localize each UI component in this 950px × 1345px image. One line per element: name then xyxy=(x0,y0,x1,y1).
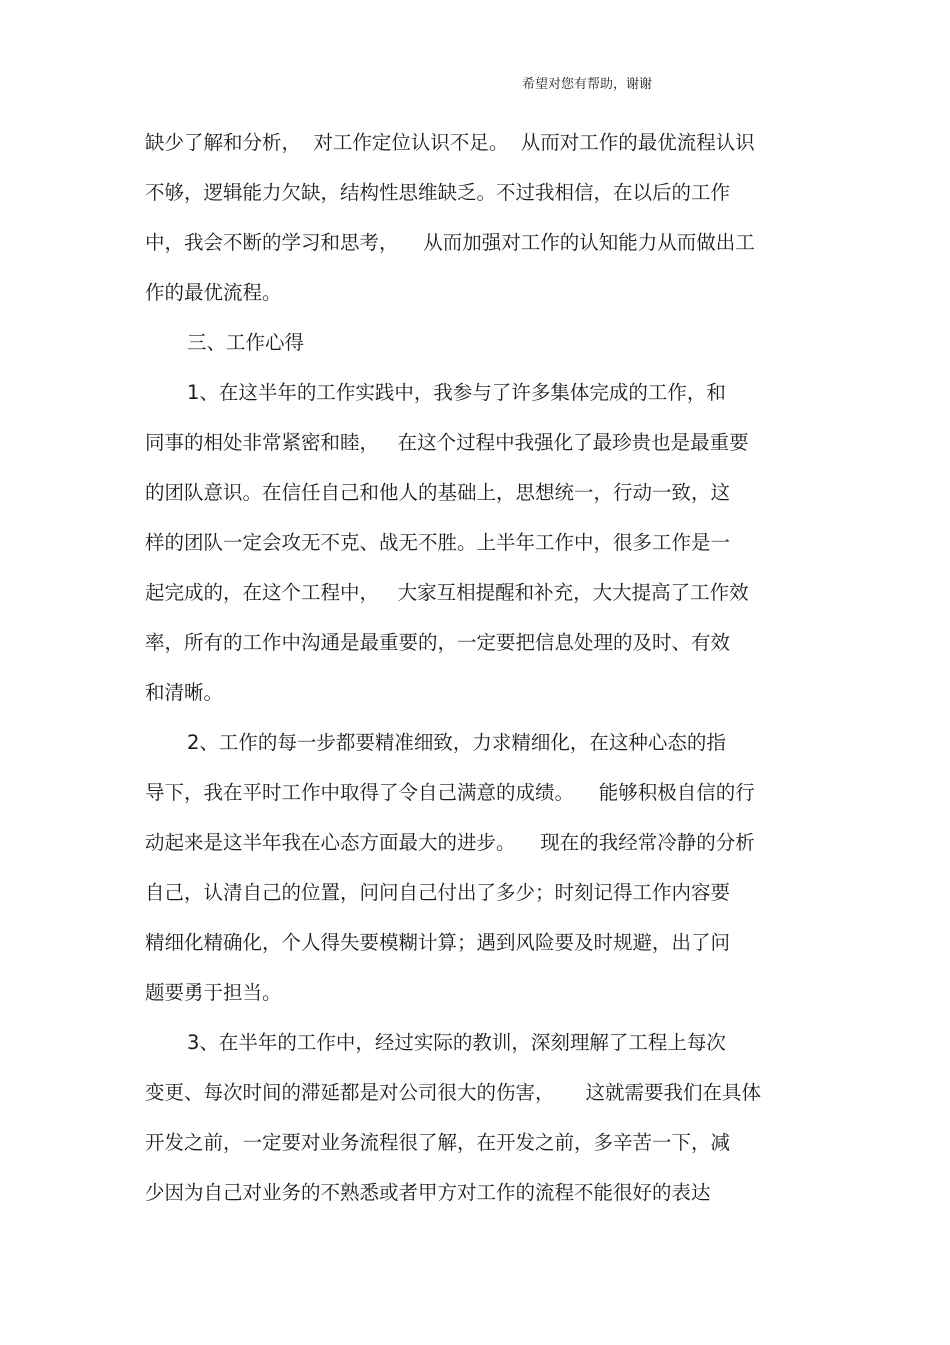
body-line: 题要勇于担当。 xyxy=(145,981,282,1004)
body-line: 的团队意识。在信任自己和他人的基础上，思想统一，行动一致，这 xyxy=(145,481,731,504)
body-line: 动起来是这半年我在心态方面最大的进步。 现在的我经常冷静的分析 xyxy=(145,831,755,854)
body-line: 作的最优流程。 xyxy=(145,281,282,304)
body-line: 变更、每次时间的滞延都是对公司很大的伤害， 这就需要我们在具体 xyxy=(145,1081,761,1104)
body-line: 率，所有的工作中沟通是最重要的，一定要把信息处理的及时、有效 xyxy=(145,631,731,654)
body-line: 开发之前，一定要对业务流程很了解，在开发之前，多辛苦一下，减 xyxy=(145,1131,731,1154)
body-line: 导下，我在平时工作中取得了令自己满意的成绩。 能够积极自信的行 xyxy=(145,781,755,804)
body-line: 自己，认清自己的位置，问问自己付出了多少；时刻记得工作内容要 xyxy=(145,881,731,904)
body-line: 和清晰。 xyxy=(145,681,224,704)
body-line: 起完成的，在这个工程中， 大家互相提醒和补充，大大提高了工作效 xyxy=(145,581,749,604)
page-header: 希望对您有帮助，谢谢 xyxy=(522,77,653,92)
paragraph-start: 3、在半年的工作中，经过实际的教训，深刻理解了工程上每次 xyxy=(187,1031,726,1054)
paragraph-start: 2、工作的每一步都要精准细致，力求精细化，在这种心态的指 xyxy=(187,731,726,754)
body-line: 中，我会不断的学习和思考， 从而加强对工作的认知能力从而做出工 xyxy=(145,231,755,254)
body-line: 不够，逻辑能力欠缺，结构性思维缺乏。不过我相信，在以后的工作 xyxy=(145,181,731,204)
body-line: 样的团队一定会攻无不克、战无不胜。上半年工作中，很多工作是一 xyxy=(145,531,731,554)
body-line: 少因为自己对业务的不熟悉或者甲方对工作的流程不能很好的表达 xyxy=(145,1181,711,1204)
section-heading: 三、工作心得 xyxy=(187,331,305,354)
paragraph-start: 1、在这半年的工作实践中，我参与了许多集体完成的工作，和 xyxy=(187,381,726,404)
body-line: 同事的相处非常紧密和睦， 在这个过程中我强化了最珍贵也是最重要 xyxy=(145,431,749,454)
body-line: 精细化精确化，个人得失要模糊计算；遇到风险要及时规避，出了问 xyxy=(145,931,731,954)
body-line: 缺少了解和分析， 对工作定位认识不足。 从而对工作的最优流程认识 xyxy=(145,131,755,154)
